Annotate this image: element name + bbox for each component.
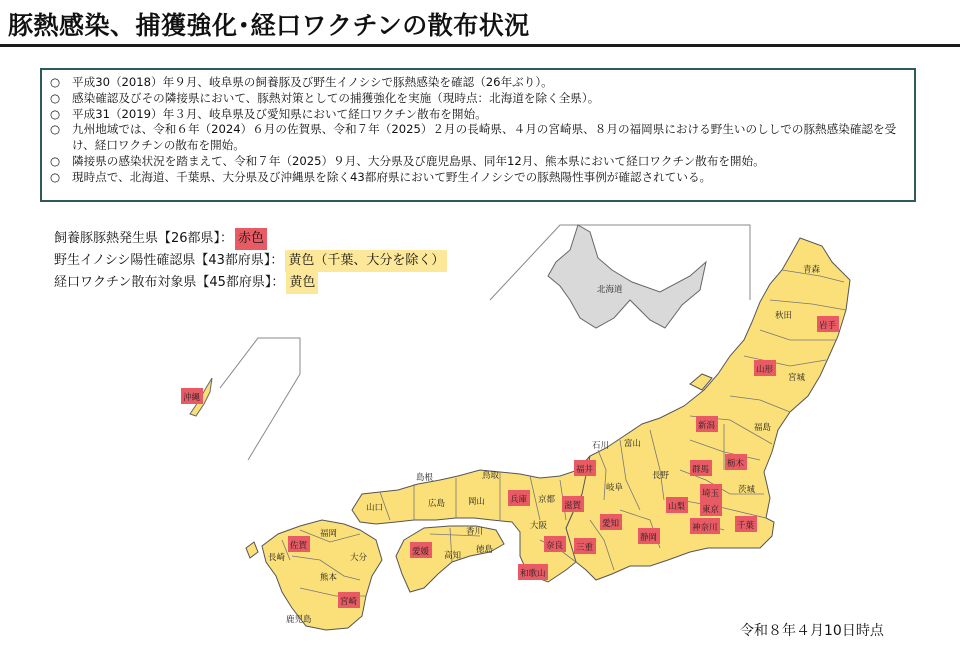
label-kyoto: 京都 — [538, 495, 556, 505]
label-yamaguchi: 山口 — [366, 503, 384, 513]
label-akita: 秋田 — [775, 311, 793, 321]
label-nara: 奈良 — [546, 541, 564, 551]
label-ehime: 愛媛 — [412, 547, 430, 557]
region-honshu-west — [352, 456, 590, 582]
okinawa-inset-frame — [220, 338, 300, 460]
label-miyagi: 宮城 — [788, 373, 806, 383]
label-tokushima: 徳島 — [476, 545, 494, 555]
label-tokyo: 東京 — [702, 505, 720, 515]
label-osaka: 大阪 — [530, 521, 548, 531]
legend-item-vaccine: 経口ワクチン散布対象県【45都府県】： 黄色 — [54, 272, 447, 294]
label-aichi: 愛知 — [602, 519, 620, 529]
label-okayama: 岡山 — [468, 497, 486, 507]
label-shizuoka: 静岡 — [640, 533, 658, 543]
label-niigata: 新潟 — [698, 421, 716, 431]
info-item: ○ 感染確認及びその隣接県において、豚熱対策としての捕獲強化を実施（現時点：北海道を除く全県）。 — [50, 90, 600, 105]
label-miyazaki: 宮崎 — [340, 597, 358, 607]
label-toyama: 富山 — [624, 439, 642, 449]
legend-swatch-yellow: 黄色（千葉、大分を除く） — [285, 250, 447, 272]
label-ishikawa: 石川 — [592, 441, 610, 451]
label-fukushima: 福島 — [754, 423, 772, 433]
label-oita: 大分 — [350, 553, 368, 563]
legend-swatch-yellow: 黄色 — [286, 272, 318, 294]
label-gifu: 岐阜 — [606, 483, 624, 493]
label-chiba: 千葉 — [737, 521, 755, 531]
region-hokkaido — [548, 225, 706, 328]
legend-item-farm: 飼養豚豚熱発生県【26都県】： 赤色 — [54, 228, 447, 250]
label-yamagata: 山形 — [756, 365, 774, 375]
page-title: 豚熱感染、捕獲強化･経口ワクチンの散布状況 — [8, 11, 530, 40]
label-tochigi: 栃木 — [727, 459, 745, 469]
label-kagawa: 香川 — [466, 527, 484, 537]
info-item: ○ 平成30（2018）年９月、岐阜県の飼養豚及び野生イノシシで豚熱感染を確認（26年ぶり）。 — [50, 75, 553, 89]
label-kochi: 高知 — [444, 551, 462, 561]
legend-swatch-red: 赤色 — [235, 228, 267, 250]
label-kagoshima: 鹿児島 — [286, 615, 312, 625]
label-mie: 三重 — [576, 543, 594, 553]
label-aomori: 青森 — [803, 265, 821, 275]
label-hiroshima: 広島 — [428, 499, 446, 509]
label-saitama: 埼玉 — [702, 489, 720, 499]
label-fukui: 福井 — [576, 465, 594, 475]
label-wakayama: 和歌山 — [520, 569, 546, 579]
label-nagasaki: 長崎 — [268, 553, 286, 563]
label-tottori: 鳥取 — [482, 471, 500, 481]
label-shiga: 滋賀 — [564, 501, 582, 511]
label-gunma: 群馬 — [692, 465, 710, 475]
label-kanagawa: 神奈川 — [692, 523, 718, 533]
label-nagano: 長野 — [652, 471, 670, 481]
info-item: ○ 隣接県の感染状況を踏まえて、令和７年（2025）９月、大分県及び鹿児島県、同年12月、熊本県において経口ワクチン散布を開始。 — [50, 153, 765, 168]
as-of-date: 令和８年４月10日時点 — [740, 623, 884, 639]
label-ibaraki: 茨城 — [738, 485, 756, 495]
region-goto-islands — [246, 542, 258, 558]
legend-item-wild: 野生イノシシ陽性確認県【43都府県】： 黄色（千葉、大分を除く） — [54, 250, 447, 272]
label-hokkaido: 北海道 — [597, 285, 623, 295]
info-item: ○ 九州地域では、令和６年（2024）６月の佐賀県、令和７年（2025）２月の長崎県、４月の宮崎県、８月の福岡県における野生いのししでの豚熱感染確認を受け、経口ワクチンの散布を開始。 — [50, 122, 897, 153]
label-saga: 佐賀 — [290, 541, 308, 551]
label-hyogo: 兵庫 — [510, 495, 528, 505]
label-fukuoka: 福岡 — [320, 529, 338, 539]
label-shimane: 島根 — [416, 473, 434, 483]
info-item: ○ 平成31（2019）年３月、岐阜県及び愛知県において経口ワクチン散布を開始。 — [50, 106, 487, 121]
label-kumamoto: 熊本 — [320, 573, 338, 583]
info-item: ○ 現時点で、北海道、千葉県、大分県及び沖縄県を除く43都府県において野生イノシシでの豚熱陽性事例が確認されている。 — [50, 169, 712, 184]
label-yamanashi: 山梨 — [668, 502, 686, 512]
label-iwate: 岩手 — [819, 321, 837, 331]
label-okinawa: 沖縄 — [183, 393, 201, 403]
